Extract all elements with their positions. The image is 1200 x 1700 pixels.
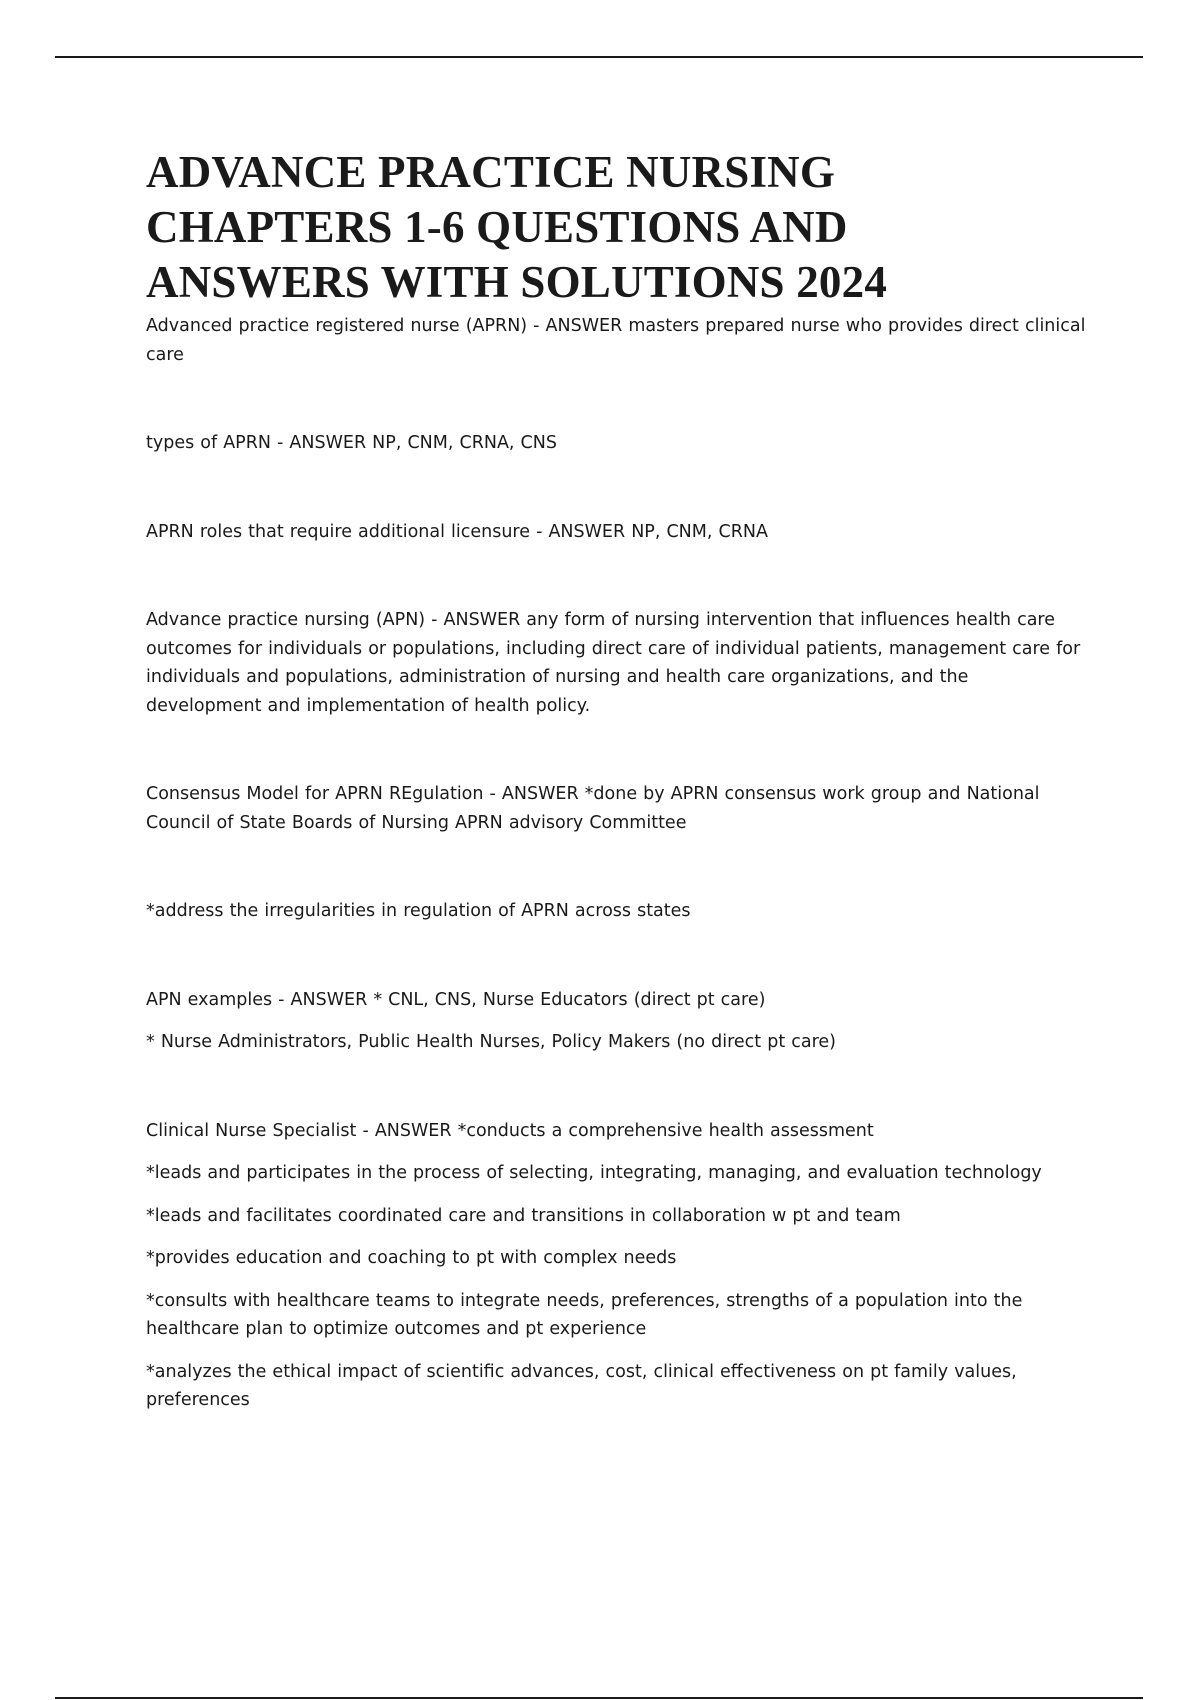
cns-bullet-technology: *leads and participates in the process of selecting, integrating, managing, and evaluation technology — [146, 1163, 1042, 1183]
entry-apn-examples: APN examples - ANSWER * CNL, CNS, Nurse Educators (direct pt care) — [146, 989, 766, 1010]
cns-bullet-coordinated-care: *leads and facilitates coordinated care and transitions in collaboration w pt and team — [146, 1205, 901, 1226]
entry-aprn-licensure: APRN roles that require additional licensure - ANSWER NP, CNM, CRNA — [146, 521, 768, 542]
document-title — [146, 145, 1086, 310]
top-divider — [55, 56, 1143, 58]
title-line-3: ANSWERS WITH SOLUTIONS 2024 — [146, 257, 888, 307]
cns-bullet-ethical-impact: *analyzes the ethical impact of scientific advances, cost, clinical effectiveness on pt family values, preferences — [146, 1361, 1017, 1410]
entry-types-of-aprn: types of APRN - ANSWER NP, CNM, CRNA, CNS — [146, 433, 557, 453]
entry-apn-examples-continued: * Nurse Administrators, Public Health Nurses, Policy Makers (no direct pt care) — [146, 1032, 836, 1052]
title-line-2: CHAPTERS 1-6 QUESTIONS AND — [146, 202, 848, 252]
entry-apn-definition: Advance practice nursing (APN) - ANSWER any form of nursing intervention that influences health care outcomes for individuals or populations, including direct care of individual patients, management care for individuals and populations, administration of nursing and health care organizations, and the development and implementation of health policy. — [146, 610, 1081, 716]
bottom-divider — [55, 1697, 1143, 1699]
entry-consensus-model: Consensus Model for APRN REgulation - ANSWER *done by APRN consensus work group and National Council of State Boards of Nursing APRN advisory Committee — [146, 784, 1040, 833]
document-body — [146, 145, 1086, 1415]
entry-aprn-definition: Advanced practice registered nurse (APRN) - ANSWER masters prepared nurse who provides direct clinical care — [146, 316, 1086, 365]
entry-clinical-nurse-specialist: Clinical Nurse Specialist - ANSWER *conducts a comprehensive health assessment — [146, 1120, 874, 1141]
cns-bullet-consults: *consults with healthcare teams to integrate needs, preferences, strengths of a population into the healthcare plan to optimize outcomes and pt experience — [146, 1290, 1023, 1339]
cns-bullet-education: *provides education and coaching to pt with complex needs — [146, 1248, 677, 1268]
title-line-1: ADVANCE PRACTICE NURSING — [146, 147, 836, 197]
entry-consensus-model-note: *address the irregularities in regulation of APRN across states — [146, 901, 691, 921]
